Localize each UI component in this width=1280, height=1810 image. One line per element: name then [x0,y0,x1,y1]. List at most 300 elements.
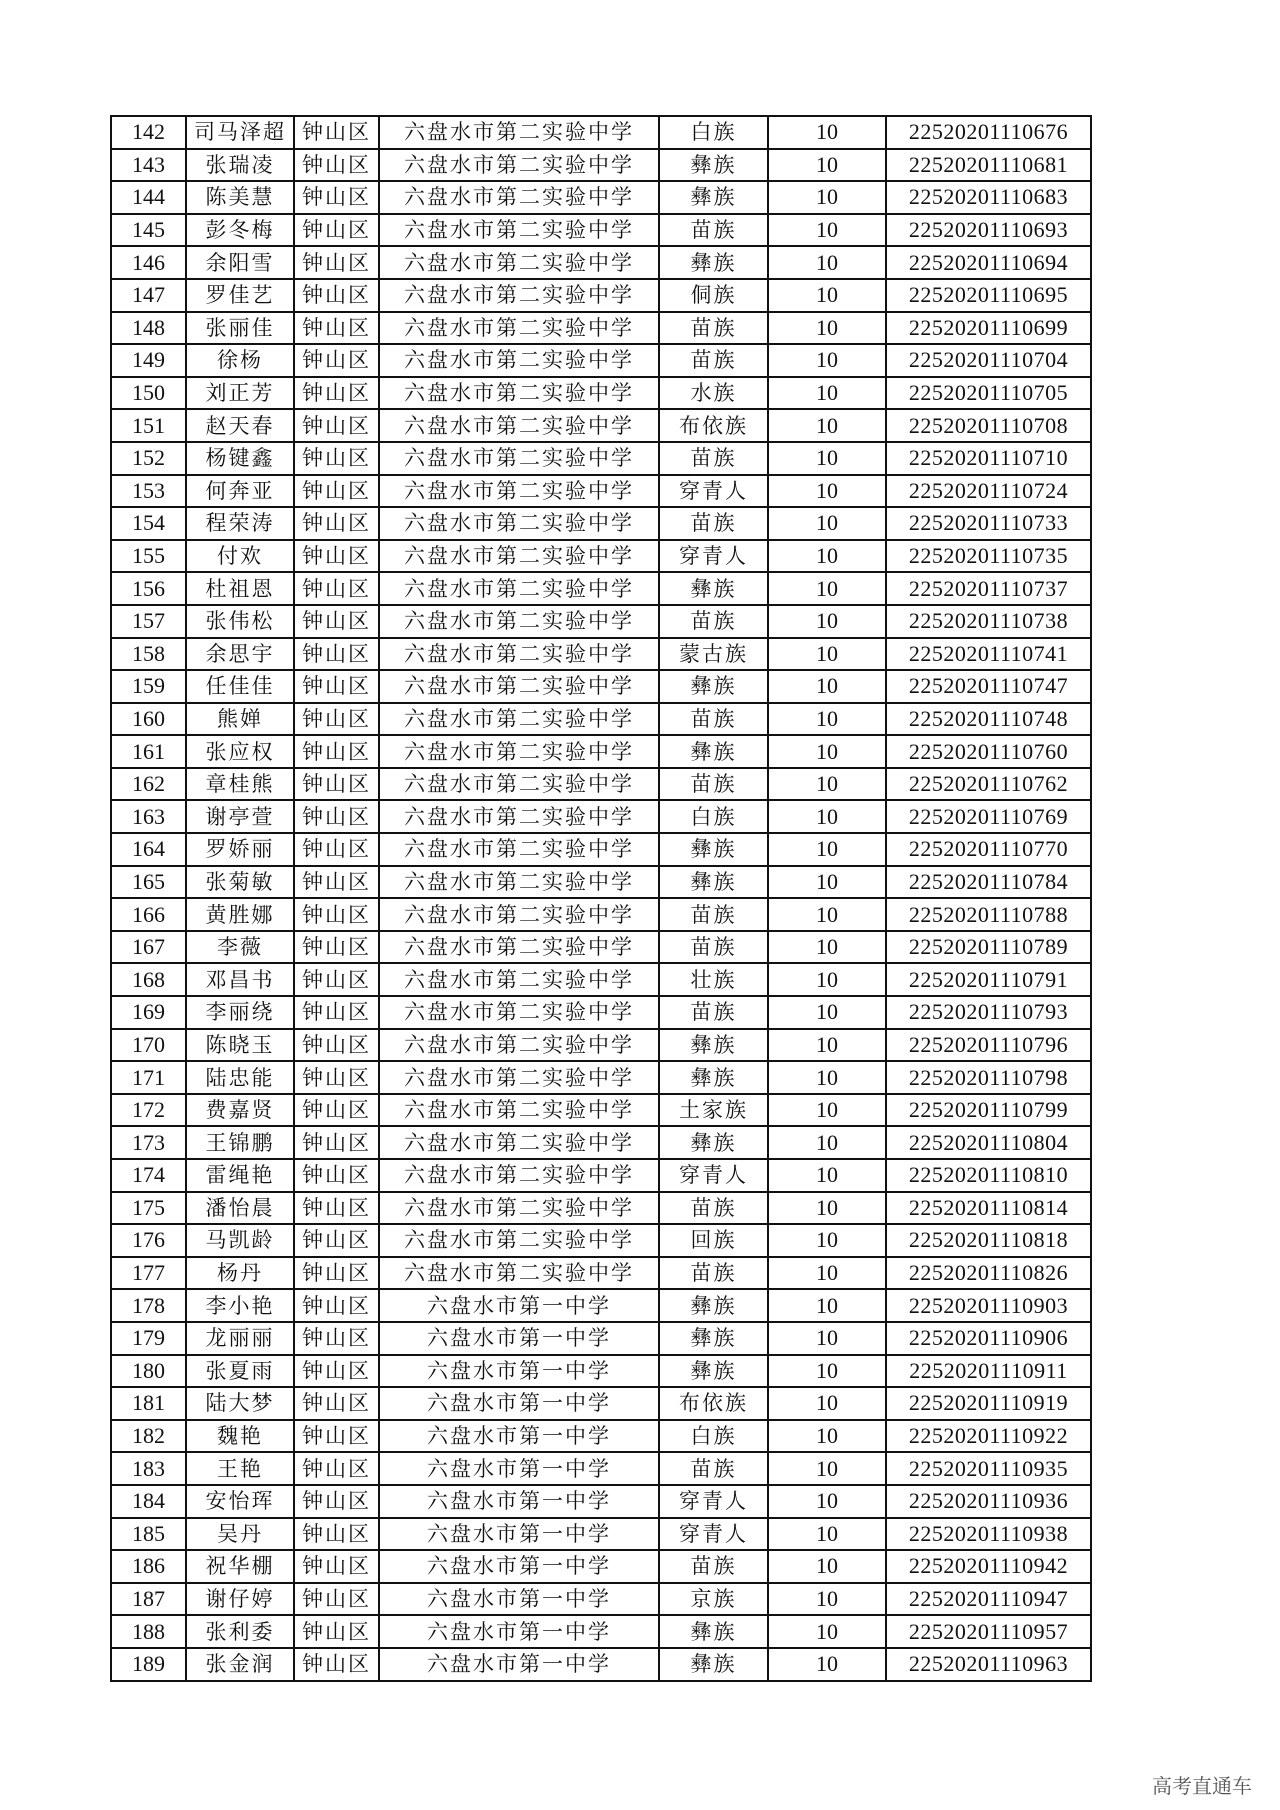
exam-id-cell: 22520201110705 [886,377,1091,410]
student-name-cell: 吴丹 [186,1518,294,1551]
exam-id-cell: 22520201110676 [886,116,1091,149]
school-name-cell: 六盘水市第一中学 [379,1387,659,1420]
exam-id-cell: 22520201110788 [886,898,1091,931]
student-name-cell: 任佳佳 [186,670,294,703]
table-row [111,1420,1091,1453]
school-name-cell: 六盘水市第二实验中学 [379,800,659,833]
county-cell: 钟山区 [294,1029,379,1062]
student-name-cell: 王锦鹏 [186,1126,294,1159]
row-number-cell: 166 [111,898,186,931]
bonus-score-cell: 10 [768,1126,886,1159]
table-row [111,833,1091,866]
table-row [111,1583,1091,1616]
county-cell: 钟山区 [294,572,379,605]
school-name-cell: 六盘水市第二实验中学 [379,833,659,866]
row-number-cell: 142 [111,116,186,149]
exam-id-cell: 22520201110748 [886,703,1091,736]
row-number-cell: 173 [111,1126,186,1159]
school-name-cell: 六盘水市第二实验中学 [379,149,659,182]
school-name-cell: 六盘水市第二实验中学 [379,1257,659,1290]
ethnicity-cell: 彝族 [659,866,768,899]
student-name-cell: 罗佳艺 [186,279,294,312]
county-cell: 钟山区 [294,1094,379,1127]
bonus-score-cell: 10 [768,996,886,1029]
exam-id-cell: 22520201110710 [886,442,1091,475]
county-cell: 钟山区 [294,442,379,475]
bonus-score-cell: 10 [768,735,886,768]
bonus-score-cell: 10 [768,670,886,703]
exam-id-cell: 22520201110963 [886,1648,1091,1681]
ethnicity-cell: 壮族 [659,963,768,996]
bonus-score-cell: 10 [768,214,886,247]
county-cell: 钟山区 [294,963,379,996]
row-number-cell: 161 [111,735,186,768]
student-name-cell: 安怡珲 [186,1485,294,1518]
row-number-cell: 157 [111,605,186,638]
table-row [111,246,1091,279]
county-cell: 钟山区 [294,638,379,671]
student-name-cell: 陈晓玉 [186,1029,294,1062]
table-row [111,475,1091,508]
school-name-cell: 六盘水市第二实验中学 [379,963,659,996]
county-cell: 钟山区 [294,475,379,508]
student-name-cell: 谢仔婷 [186,1583,294,1616]
ethnicity-cell: 苗族 [659,605,768,638]
county-cell: 钟山区 [294,312,379,345]
exam-id-cell: 22520201110919 [886,1387,1091,1420]
county-cell: 钟山区 [294,1583,379,1616]
bonus-score-cell: 10 [768,1257,886,1290]
table-row [111,377,1091,410]
bonus-score-cell: 10 [768,1648,886,1681]
row-number-cell: 187 [111,1583,186,1616]
exam-id-cell: 22520201110911 [886,1355,1091,1388]
student-name-cell: 王艳 [186,1452,294,1485]
school-name-cell: 六盘水市第一中学 [379,1518,659,1551]
student-name-cell: 刘正芳 [186,377,294,410]
student-name-cell: 何奔亚 [186,475,294,508]
student-name-cell: 张瑞凌 [186,149,294,182]
row-number-cell: 168 [111,963,186,996]
row-number-cell: 167 [111,931,186,964]
ethnicity-cell: 彝族 [659,1061,768,1094]
county-cell: 钟山区 [294,1257,379,1290]
exam-id-cell: 22520201110708 [886,409,1091,442]
table-row [111,1224,1091,1257]
county-cell: 钟山区 [294,1387,379,1420]
student-name-cell: 章桂熊 [186,768,294,801]
row-number-cell: 170 [111,1029,186,1062]
ethnicity-cell: 苗族 [659,996,768,1029]
table-row [111,898,1091,931]
bonus-score-cell: 10 [768,1029,886,1062]
table-row [111,800,1091,833]
exam-id-cell: 22520201110747 [886,670,1091,703]
row-number-cell: 175 [111,1192,186,1225]
ethnicity-cell: 穿青人 [659,1518,768,1551]
exam-id-cell: 22520201110810 [886,1159,1091,1192]
ethnicity-cell: 苗族 [659,898,768,931]
school-name-cell: 六盘水市第二实验中学 [379,768,659,801]
school-name-cell: 六盘水市第一中学 [379,1289,659,1322]
student-name-cell: 魏艳 [186,1420,294,1453]
county-cell: 钟山区 [294,149,379,182]
bonus-score-cell: 10 [768,1224,886,1257]
ethnicity-cell: 彝族 [659,1289,768,1322]
exam-id-cell: 22520201110683 [886,181,1091,214]
ethnicity-cell: 苗族 [659,1550,768,1583]
ethnicity-cell: 白族 [659,800,768,833]
exam-id-cell: 22520201110826 [886,1257,1091,1290]
ethnicity-cell: 蒙古族 [659,638,768,671]
ethnicity-cell: 彝族 [659,181,768,214]
table-row [111,1485,1091,1518]
row-number-cell: 165 [111,866,186,899]
exam-id-cell: 22520201110938 [886,1518,1091,1551]
exam-id-cell: 22520201110737 [886,572,1091,605]
row-number-cell: 171 [111,1061,186,1094]
student-name-cell: 张伟松 [186,605,294,638]
row-number-cell: 182 [111,1420,186,1453]
student-name-cell: 张丽佳 [186,312,294,345]
ethnicity-cell: 苗族 [659,507,768,540]
row-number-cell: 186 [111,1550,186,1583]
ethnicity-cell: 穿青人 [659,540,768,573]
ethnicity-cell: 彝族 [659,1029,768,1062]
student-name-cell: 陆忠能 [186,1061,294,1094]
school-name-cell: 六盘水市第二实验中学 [379,214,659,247]
school-name-cell: 六盘水市第二实验中学 [379,866,659,899]
ethnicity-cell: 彝族 [659,246,768,279]
row-number-cell: 174 [111,1159,186,1192]
exam-id-cell: 22520201110770 [886,833,1091,866]
student-name-cell: 杨键鑫 [186,442,294,475]
school-name-cell: 六盘水市第二实验中学 [379,1224,659,1257]
exam-id-cell: 22520201110735 [886,540,1091,573]
county-cell: 钟山区 [294,279,379,312]
bonus-score-cell: 10 [768,442,886,475]
ethnicity-cell: 苗族 [659,931,768,964]
exam-id-cell: 22520201110784 [886,866,1091,899]
exam-id-cell: 22520201110793 [886,996,1091,1029]
exam-id-cell: 22520201110694 [886,246,1091,279]
school-name-cell: 六盘水市第二实验中学 [379,1094,659,1127]
school-name-cell: 六盘水市第二实验中学 [379,279,659,312]
bonus-score-cell: 10 [768,963,886,996]
ethnicity-cell: 苗族 [659,1192,768,1225]
student-name-cell: 付欢 [186,540,294,573]
county-cell: 钟山区 [294,703,379,736]
ethnicity-cell: 穿青人 [659,1485,768,1518]
bonus-score-cell: 10 [768,1518,886,1551]
school-name-cell: 六盘水市第一中学 [379,1355,659,1388]
ethnicity-cell: 彝族 [659,1615,768,1648]
county-cell: 钟山区 [294,1126,379,1159]
school-name-cell: 六盘水市第二实验中学 [379,735,659,768]
county-cell: 钟山区 [294,246,379,279]
county-cell: 钟山区 [294,1452,379,1485]
row-number-cell: 163 [111,800,186,833]
row-number-cell: 179 [111,1322,186,1355]
school-name-cell: 六盘水市第二实验中学 [379,996,659,1029]
row-number-cell: 150 [111,377,186,410]
bonus-score-cell: 10 [768,833,886,866]
student-name-cell: 罗娇丽 [186,833,294,866]
bonus-score-cell: 10 [768,800,886,833]
county-cell: 钟山区 [294,409,379,442]
exam-id-cell: 22520201110922 [886,1420,1091,1453]
exam-id-cell: 22520201110741 [886,638,1091,671]
ethnicity-cell: 彝族 [659,1126,768,1159]
row-number-cell: 149 [111,344,186,377]
row-number-cell: 178 [111,1289,186,1322]
exam-id-cell: 22520201110724 [886,475,1091,508]
ethnicity-cell: 穿青人 [659,1159,768,1192]
student-name-cell: 司马泽超 [186,116,294,149]
bonus-score-cell: 10 [768,540,886,573]
school-name-cell: 六盘水市第二实验中学 [379,931,659,964]
bonus-score-cell: 10 [768,409,886,442]
school-name-cell: 六盘水市第一中学 [379,1583,659,1616]
bonus-score-cell: 10 [768,703,886,736]
county-cell: 钟山区 [294,833,379,866]
table-row [111,1387,1091,1420]
table-row [111,1452,1091,1485]
county-cell: 钟山区 [294,1550,379,1583]
row-number-cell: 148 [111,312,186,345]
county-cell: 钟山区 [294,214,379,247]
school-name-cell: 六盘水市第二实验中学 [379,1126,659,1159]
bonus-score-cell: 10 [768,149,886,182]
ethnicity-cell: 彝族 [659,1355,768,1388]
ethnicity-cell: 水族 [659,377,768,410]
county-cell: 钟山区 [294,1192,379,1225]
county-cell: 钟山区 [294,377,379,410]
exam-id-cell: 22520201110760 [886,735,1091,768]
table-row [111,1257,1091,1290]
school-name-cell: 六盘水市第二实验中学 [379,1029,659,1062]
row-number-cell: 169 [111,996,186,1029]
row-number-cell: 156 [111,572,186,605]
student-name-cell: 李薇 [186,931,294,964]
table-row [111,507,1091,540]
school-name-cell: 六盘水市第一中学 [379,1648,659,1681]
ethnicity-cell: 彝族 [659,833,768,866]
row-number-cell: 146 [111,246,186,279]
table-row [111,703,1091,736]
student-name-cell: 赵天春 [186,409,294,442]
exam-id-cell: 22520201110936 [886,1485,1091,1518]
county-cell: 钟山区 [294,540,379,573]
student-name-cell: 李小艳 [186,1289,294,1322]
row-number-cell: 154 [111,507,186,540]
bonus-score-cell: 10 [768,1355,886,1388]
table-row [111,409,1091,442]
exam-id-cell: 22520201110769 [886,800,1091,833]
row-number-cell: 151 [111,409,186,442]
bonus-score-cell: 10 [768,312,886,345]
table-row [111,1126,1091,1159]
ethnicity-cell: 苗族 [659,312,768,345]
ethnicity-cell: 苗族 [659,1452,768,1485]
exam-id-cell: 22520201110738 [886,605,1091,638]
exam-id-cell: 22520201110789 [886,931,1091,964]
bonus-score-cell: 10 [768,1061,886,1094]
county-cell: 钟山区 [294,1615,379,1648]
school-name-cell: 六盘水市第二实验中学 [379,670,659,703]
student-name-cell: 张金润 [186,1648,294,1681]
county-cell: 钟山区 [294,605,379,638]
table-row [111,1615,1091,1648]
student-name-cell: 张菊敏 [186,866,294,899]
exam-id-cell: 22520201110681 [886,149,1091,182]
bonus-score-cell: 10 [768,279,886,312]
watermark-text: 高考直通车 [1152,1774,1252,1798]
student-name-cell: 杨丹 [186,1257,294,1290]
school-name-cell: 六盘水市第二实验中学 [379,507,659,540]
bonus-score-cell: 10 [768,181,886,214]
student-name-cell: 余思宇 [186,638,294,671]
bonus-score-cell: 10 [768,866,886,899]
exam-id-cell: 22520201110693 [886,214,1091,247]
table-row [111,312,1091,345]
school-name-cell: 六盘水市第二实验中学 [379,703,659,736]
school-name-cell: 六盘水市第二实验中学 [379,344,659,377]
row-number-cell: 152 [111,442,186,475]
bonus-score-cell: 10 [768,1387,886,1420]
row-number-cell: 177 [111,1257,186,1290]
table-row [111,866,1091,899]
exam-id-cell: 22520201110762 [886,768,1091,801]
roster-body [111,116,1091,1681]
table-row [111,116,1091,149]
row-number-cell: 172 [111,1094,186,1127]
row-number-cell: 164 [111,833,186,866]
table-row [111,963,1091,996]
exam-id-cell: 22520201110704 [886,344,1091,377]
table-row [111,279,1091,312]
student-name-cell: 熊婵 [186,703,294,736]
table-row [111,996,1091,1029]
student-name-cell: 李丽绕 [186,996,294,1029]
county-cell: 钟山区 [294,1289,379,1322]
student-name-cell: 邓昌书 [186,963,294,996]
table-row [111,1289,1091,1322]
ethnicity-cell: 彝族 [659,1648,768,1681]
student-name-cell: 费嘉贤 [186,1094,294,1127]
row-number-cell: 147 [111,279,186,312]
table-row [111,214,1091,247]
student-name-cell: 陆大梦 [186,1387,294,1420]
exam-id-cell: 22520201110796 [886,1029,1091,1062]
school-name-cell: 六盘水市第二实验中学 [379,181,659,214]
table-row [111,1518,1091,1551]
ethnicity-cell: 苗族 [659,1257,768,1290]
row-number-cell: 176 [111,1224,186,1257]
table-row [111,670,1091,703]
county-cell: 钟山区 [294,1485,379,1518]
row-number-cell: 181 [111,1387,186,1420]
row-number-cell: 155 [111,540,186,573]
table-row [111,149,1091,182]
row-number-cell: 145 [111,214,186,247]
table-row [111,181,1091,214]
ethnicity-cell: 彝族 [659,149,768,182]
county-cell: 钟山区 [294,1420,379,1453]
bonus-score-cell: 10 [768,1192,886,1225]
exam-id-cell: 22520201110804 [886,1126,1091,1159]
ethnicity-cell: 苗族 [659,442,768,475]
school-name-cell: 六盘水市第一中学 [379,1615,659,1648]
student-name-cell: 张利委 [186,1615,294,1648]
table-row [111,1322,1091,1355]
ethnicity-cell: 白族 [659,1420,768,1453]
school-name-cell: 六盘水市第二实验中学 [379,475,659,508]
ethnicity-cell: 穿青人 [659,475,768,508]
county-cell: 钟山区 [294,1224,379,1257]
county-cell: 钟山区 [294,996,379,1029]
county-cell: 钟山区 [294,1648,379,1681]
table-row [111,768,1091,801]
table-row [111,1648,1091,1681]
county-cell: 钟山区 [294,507,379,540]
student-name-cell: 马凯龄 [186,1224,294,1257]
table-row [111,540,1091,573]
school-name-cell: 六盘水市第二实验中学 [379,1159,659,1192]
bonus-score-cell: 10 [768,475,886,508]
county-cell: 钟山区 [294,1061,379,1094]
student-name-cell: 祝华棚 [186,1550,294,1583]
table-row [111,344,1091,377]
county-cell: 钟山区 [294,670,379,703]
exam-id-cell: 22520201110799 [886,1094,1091,1127]
student-name-cell: 谢亭萱 [186,800,294,833]
row-number-cell: 180 [111,1355,186,1388]
school-name-cell: 六盘水市第二实验中学 [379,409,659,442]
exam-id-cell: 22520201110906 [886,1322,1091,1355]
school-name-cell: 六盘水市第二实验中学 [379,116,659,149]
ethnicity-cell: 京族 [659,1583,768,1616]
table-row [111,1029,1091,1062]
bonus-score-cell: 10 [768,638,886,671]
bonus-score-cell: 10 [768,605,886,638]
student-name-cell: 陈美慧 [186,181,294,214]
county-cell: 钟山区 [294,800,379,833]
student-name-cell: 雷绳艳 [186,1159,294,1192]
school-name-cell: 六盘水市第二实验中学 [379,605,659,638]
bonus-score-cell: 10 [768,1485,886,1518]
school-name-cell: 六盘水市第二实验中学 [379,1061,659,1094]
ethnicity-cell: 彝族 [659,572,768,605]
county-cell: 钟山区 [294,931,379,964]
bonus-score-cell: 10 [768,1615,886,1648]
county-cell: 钟山区 [294,1159,379,1192]
table-row [111,1355,1091,1388]
county-cell: 钟山区 [294,1322,379,1355]
row-number-cell: 184 [111,1485,186,1518]
county-cell: 钟山区 [294,116,379,149]
county-cell: 钟山区 [294,735,379,768]
bonus-score-cell: 10 [768,246,886,279]
school-name-cell: 六盘水市第二实验中学 [379,540,659,573]
bonus-score-cell: 10 [768,344,886,377]
bonus-score-cell: 10 [768,1094,886,1127]
ethnicity-cell: 彝族 [659,1322,768,1355]
school-name-cell: 六盘水市第一中学 [379,1550,659,1583]
exam-id-cell: 22520201110695 [886,279,1091,312]
student-name-cell: 程荣涛 [186,507,294,540]
exam-id-cell: 22520201110733 [886,507,1091,540]
